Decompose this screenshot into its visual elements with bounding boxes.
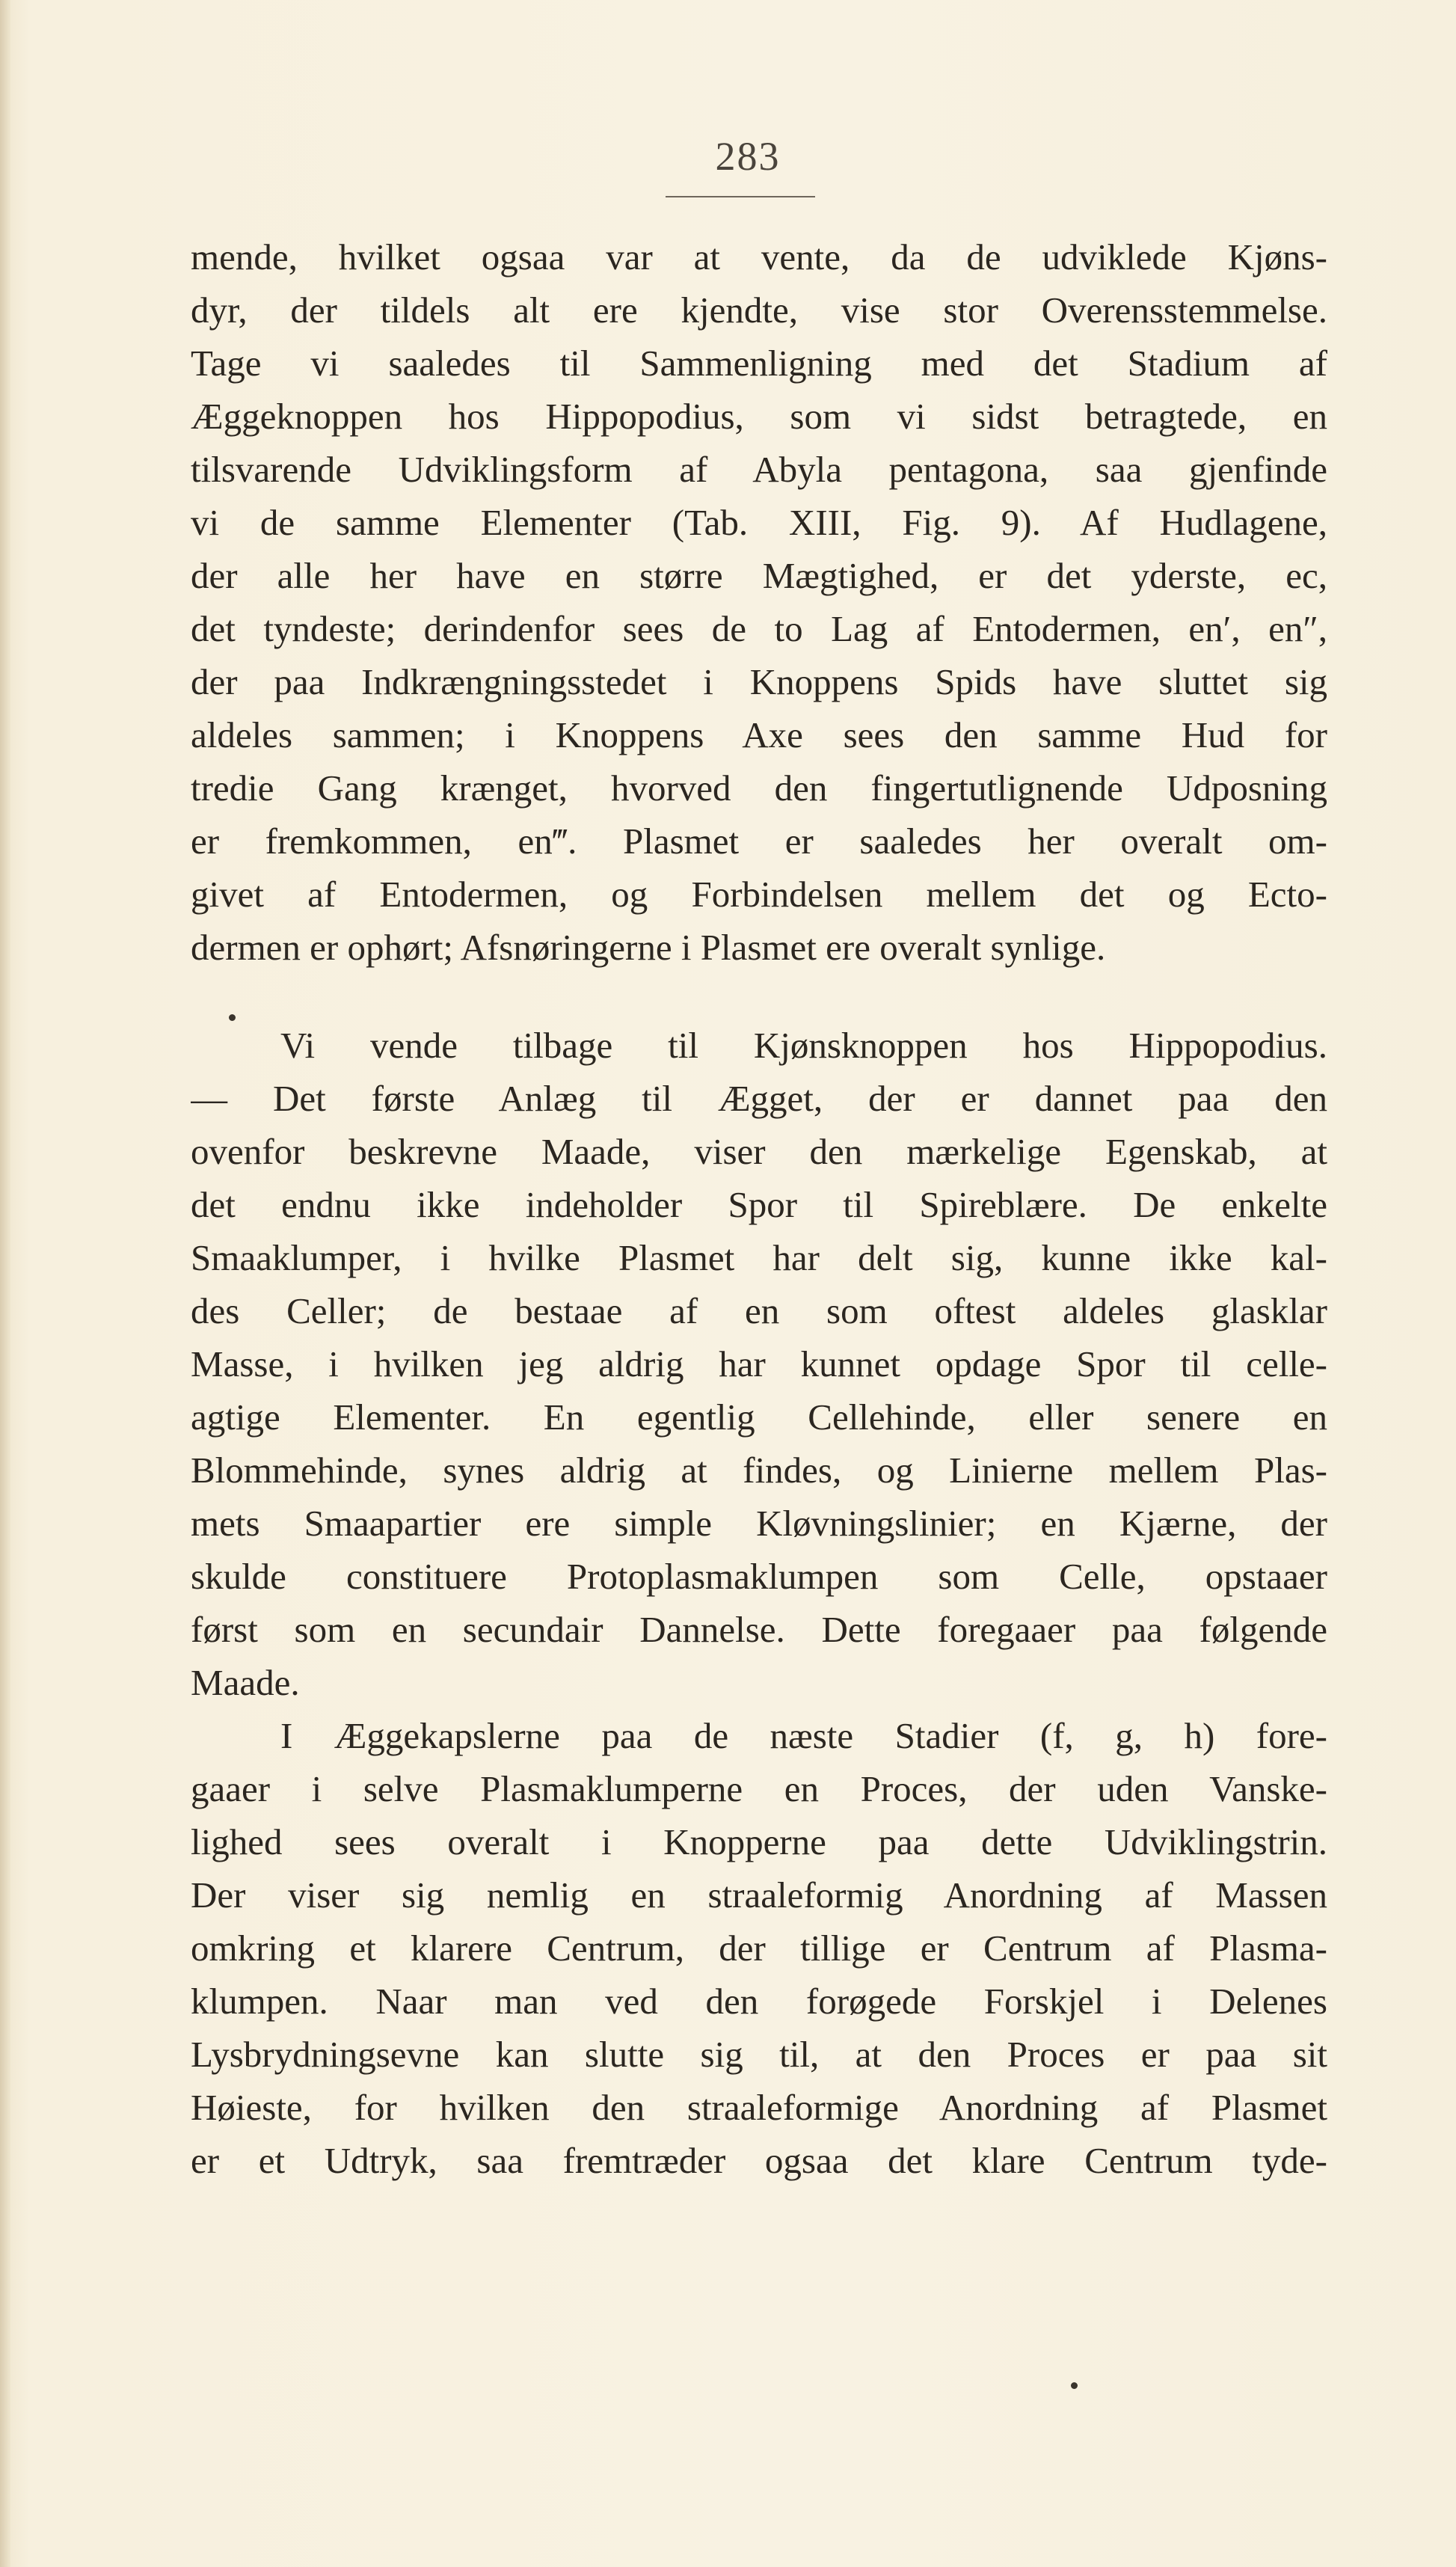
text-line: omkring et klarere Centrum, der tillige er Centrum af Plasma-	[191, 1927, 1327, 1969]
text-line: der paa Indkrængningsstedet i Knoppens Spids have sluttet sig	[191, 661, 1327, 702]
text-line: Vi vende tilbage til Kjønsknoppen hos Hippopodius.	[280, 1025, 1327, 1066]
text-line: aldeles sammen; i Knoppens Axe sees den samme Hud for	[191, 714, 1327, 755]
text-line: givet af Entodermen, og Forbindelsen mellem det og Ecto-	[191, 874, 1327, 915]
text-line: tredie Gang krænget, hvorved den fingertutlignende Udposning	[191, 767, 1327, 809]
text-line: Der viser sig nemlig en straaleformig Anordning af Massen	[191, 1874, 1327, 1916]
page-number: 283	[715, 134, 781, 179]
text-line: — Det første Anlæg til Ægget, der er dannet paa den	[191, 1078, 1327, 1119]
text-line: er fremkommen, en‴. Plasmet er saaledes her overalt om-	[191, 821, 1327, 862]
text-line: ovenfor beskrevne Maade, viser den mærkelige Egenskab, at	[191, 1131, 1327, 1172]
text-line: tilsvarende Udviklingsform af Abyla pentagona, saa gjenfinde	[191, 449, 1327, 490]
text-line: skulde constituere Protoplasmaklumpen som Celle, opstaaer	[191, 1556, 1327, 1597]
paragraph-gap	[191, 974, 1327, 1019]
text-line: dermen er ophørt; Afsnøringerne i Plasmet ere overalt synlige.	[191, 927, 1106, 968]
text-line: vi de samme Elementer (Tab. XIII, Fig. 9). Af Hudlagene,	[191, 502, 1327, 543]
page-edge-shadow	[0, 0, 10, 2567]
paragraph-3	[191, 1709, 1327, 2187]
text-line: mets Smaapartier ere simple Kløvningslinier; en Kjærne, der	[191, 1503, 1327, 1544]
text-line: det endnu ikke indeholder Spor til Spireblære. De enkelte	[191, 1184, 1327, 1225]
text-line: mende, hvilket ogsaa var at vente, da de udviklede Kjøns-	[191, 236, 1327, 277]
ink-speck	[229, 1014, 236, 1021]
text-line: Blommehinde, synes aldrig at findes, og Linierne mellem Plas-	[191, 1450, 1327, 1491]
text-line: gaaer i selve Plasmaklumperne en Proces, der uden Vanske-	[191, 1768, 1327, 1809]
text-line: Høieste, for hvilken den straaleformige Anordning af Plasmet	[191, 2087, 1327, 2128]
text-line: des Celler; de bestaae af en som oftest aldeles glasklar	[191, 1290, 1327, 1331]
text-line: dyr, der tildels alt ere kjendte, vise stor Overensstemmelse.	[191, 289, 1327, 331]
paragraph-1	[191, 230, 1327, 974]
text-line: er et Udtryk, saa fremtræder ogsaa det klare Centrum tyde-	[191, 2140, 1327, 2181]
paragraph-2	[191, 1019, 1327, 1709]
text-line: lighed sees overalt i Knopperne paa dette Udviklingstrin.	[191, 1821, 1327, 1862]
text-line: først som en secundair Dannelse. Dette foregaaer paa følgende	[191, 1609, 1327, 1650]
text-line: Masse, i hvilken jeg aldrig har kunnet opdage Spor til celle-	[191, 1343, 1327, 1384]
text-line: agtige Elementer. En egentlig Cellehinde, eller senere en	[191, 1396, 1327, 1438]
text-line: Tage vi saaledes til Sammenligning med det Stadium af	[191, 343, 1327, 384]
page-number-rule	[666, 196, 815, 197]
text-line: klumpen. Naar man ved den forøgede Forskjel i Delenes	[191, 1981, 1327, 2022]
text-line: Æggeknoppen hos Hippopodius, som vi sidst betragtede, en	[191, 396, 1327, 437]
text-line: der alle her have en større Mægtighed, er det yderste, ec,	[191, 555, 1327, 596]
text-line: Maade.	[191, 1662, 300, 1703]
text-line: det tyndeste; derindenfor sees de to Lag af Entodermen, en′, en″,	[191, 608, 1327, 649]
text-line: Lysbrydningsevne kan slutte sig til, at den Proces er paa sit	[191, 2034, 1327, 2075]
body-text	[191, 230, 1327, 2187]
text-line: I Æggekapslerne paa de næste Stadier (f, g, h) fore-	[280, 1715, 1327, 1756]
ink-speck	[1071, 2382, 1078, 2389]
text-line: Smaaklumper, i hvilke Plasmet har delt sig, kunne ikke kal-	[191, 1237, 1327, 1278]
